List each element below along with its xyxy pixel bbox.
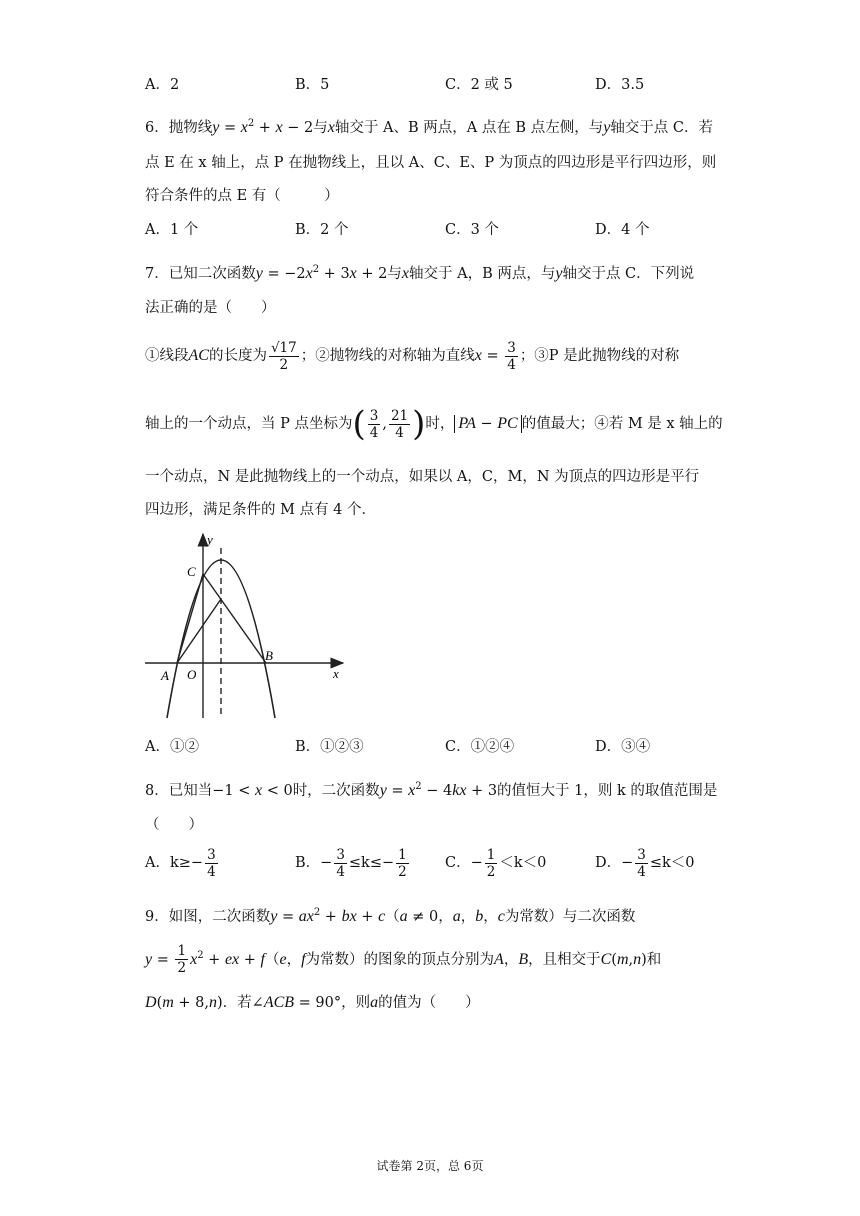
segment-cb <box>203 574 266 663</box>
label-x: x <box>333 666 339 681</box>
q9-text: ， <box>483 908 498 925</box>
q7-statement-2: 轴上的一个动点，当 P 点坐标为( $\frac{3}{4}$ , $\frac{21}{4}$ )时， PA − PC 的值最大；④若 M 是 x 轴上的 <box>145 404 723 444</box>
q7-line-1: 7．已知二次函数$y = -2x^2 + 3x + 2$与x轴交于 A，B 两点，与y轴交于点 C．下列说 <box>145 264 695 282</box>
q6-formula: y <box>212 118 220 136</box>
q8-option-text: ≤k≤− <box>348 855 395 871</box>
label-b: B <box>265 648 273 663</box>
q6-option-b: B．2 个 <box>295 222 349 238</box>
segment-ac <box>177 574 203 663</box>
q6-text: 轴交于点 C．若 <box>610 119 714 136</box>
parabola-figure <box>145 528 355 720</box>
q6-text: 轴交于 A、B 两点，A 点在 B 点左侧，与 <box>334 119 604 136</box>
q9-text: ， <box>503 951 519 968</box>
q7-text: 的值最大；④若 M 是 x 轴上的 <box>521 416 723 432</box>
page-footer: 试卷第 2页，总 6页 <box>376 1159 484 1173</box>
q8-option-text: C．− <box>445 855 483 871</box>
q7-text: ①线段 <box>145 348 189 364</box>
label-o: O <box>187 667 197 682</box>
q9-text: ，且相交于 <box>528 951 601 968</box>
q8-option-c: C．− $\frac{1}{2}$ ＜k＜0 <box>445 846 547 880</box>
q8-option-a: A．k≥− $\frac{3}{4}$ <box>145 846 216 880</box>
q6-option-c: C．3 个 <box>445 222 499 238</box>
q7-text: 轴交于 A，B 两点，与 <box>408 265 556 282</box>
q9-line-1: 9．如图，二次函数$y = ax^2$ + bx + c（a ≠ 0，a，b，c为常数）与二次函数 <box>145 907 636 925</box>
q8-text: 时，二次函数 <box>292 782 380 799</box>
q7-text: 轴上的一个动点，当 P 点坐标为 <box>145 416 353 432</box>
q7-option-b: B．①②③ <box>295 739 364 755</box>
q9-line-3: D(m + 8,n)．若∠ACB = 90°，则a的值为（ ） <box>145 994 480 1011</box>
q8-option-b: B．− $\frac{3}{4}$ ≤k≤− $\frac{1}{2}$ <box>295 846 407 880</box>
q9-text: ， <box>286 951 302 968</box>
q7-statement-3: 一个动点，N 是此抛物线上的一个动点，如果以 A，C，M，N 为顶点的四边形是平行 <box>145 469 700 485</box>
q9-text: （ <box>264 951 280 968</box>
q7-line-2: 法正确的是（ ） <box>145 300 276 316</box>
q8-option-text: D．− <box>595 855 634 871</box>
q7-text: 轴交于点 C．下列说 <box>562 265 695 282</box>
q8-option-text: B．− <box>295 855 333 871</box>
q9-text: ， <box>460 908 476 925</box>
q7-text: ；③P 是此抛物线的对称 <box>519 348 680 364</box>
q7-statement-1: ①线段AC的长度为 $\frac{√17}{2}$ ；②抛物线的对称轴为直线x = $\frac{3}{4}$ ；③P 是此抛物线的对称 <box>145 339 680 373</box>
q8-line-1: 8．已知当−1 < x < 0时，二次函数$y = x^2 - 4kx + 3$的值恒大于 1，则 k 的取值范围是 <box>145 781 718 799</box>
q5-option-d: D．3.5 <box>595 77 645 93</box>
label-c: C <box>187 564 196 579</box>
q7-option-a: A．①② <box>145 739 199 755</box>
q6-text: 6．抛物线 <box>145 119 213 136</box>
q8-option-text: ≤k＜0 <box>649 855 695 871</box>
q9-text: ，则 <box>341 995 371 1011</box>
q8-option-text: A．k≥− <box>145 855 204 871</box>
q5-option-a: A．2 <box>145 77 180 93</box>
q6-option-d: D．4 个 <box>595 222 650 238</box>
q7-text: 7．已知二次函数 <box>145 265 256 282</box>
q6-line-1: 6．抛物线$y = x^2 + x - 2$与x轴交于 A、B 两点，A 点在 B 点左侧，与y轴交于点 C．若 <box>145 118 714 136</box>
q6-text: 与 <box>313 119 328 136</box>
q9-text: 为常数）的图象的顶点分别为 <box>305 951 495 968</box>
q9-text: ， <box>438 908 453 925</box>
q5-option-c: C．2 或 5 <box>445 77 513 93</box>
abs-pa-minus-pc: PA − PC <box>454 415 521 433</box>
fraction-3-over-4: $\frac{3}{4}$ <box>507 339 516 373</box>
q7-statement-4: 四边形，满足条件的 M 点有 4 个． <box>145 502 377 518</box>
fraction-sqrt17-over-2: $\frac{√17}{2}$ <box>270 339 297 373</box>
q8-option-d: D．− $\frac{3}{4}$ ≤k＜0 <box>595 846 695 880</box>
q6-line-3: 符合条件的点 E 有（ ） <box>145 188 339 204</box>
q9-text: 9．如图，二次函数 <box>145 908 271 925</box>
q7-text: 与 <box>387 265 402 282</box>
q6-line-2: 点 E 在 x 轴上，点 P 在抛物线上，且以 A、C、E、P 为顶点的四边形是平行四边形，则 <box>145 155 717 171</box>
q9-text: 的值为（ ） <box>378 995 480 1011</box>
q7-text: 时， <box>425 416 455 432</box>
q7-option-d: D．③④ <box>595 739 651 755</box>
q9-text: 为常数）与二次函数 <box>504 908 636 925</box>
q7-text: 的长度为 <box>208 348 267 364</box>
q9-text: （ <box>385 908 400 925</box>
q9-text: ．若 <box>222 995 252 1011</box>
q5-option-b: B．5 <box>295 77 330 93</box>
q8-line-2: （ ） <box>145 817 203 833</box>
q9-line-2: y = $\frac{1}{2}$ $x^2$ + ex + f（e，f为常数）的图象的顶点分别为A，B，且相交于C(m,n)和 <box>145 943 662 977</box>
q8-option-text: ＜k＜0 <box>499 855 547 871</box>
q7-option-c: C．①②④ <box>445 739 515 755</box>
label-a: A <box>161 668 169 683</box>
q8-text: 8．已知当 <box>145 782 213 799</box>
segment-ap <box>177 599 221 663</box>
label-y: y <box>207 532 213 547</box>
q8-text: 的值恒大于 1，则 k 的取值范围是 <box>497 782 718 799</box>
q7-text: ；②抛物线的对称轴为直线 <box>300 348 475 364</box>
q6-option-a: A．1 个 <box>145 222 199 238</box>
q9-text: 和 <box>646 951 662 968</box>
